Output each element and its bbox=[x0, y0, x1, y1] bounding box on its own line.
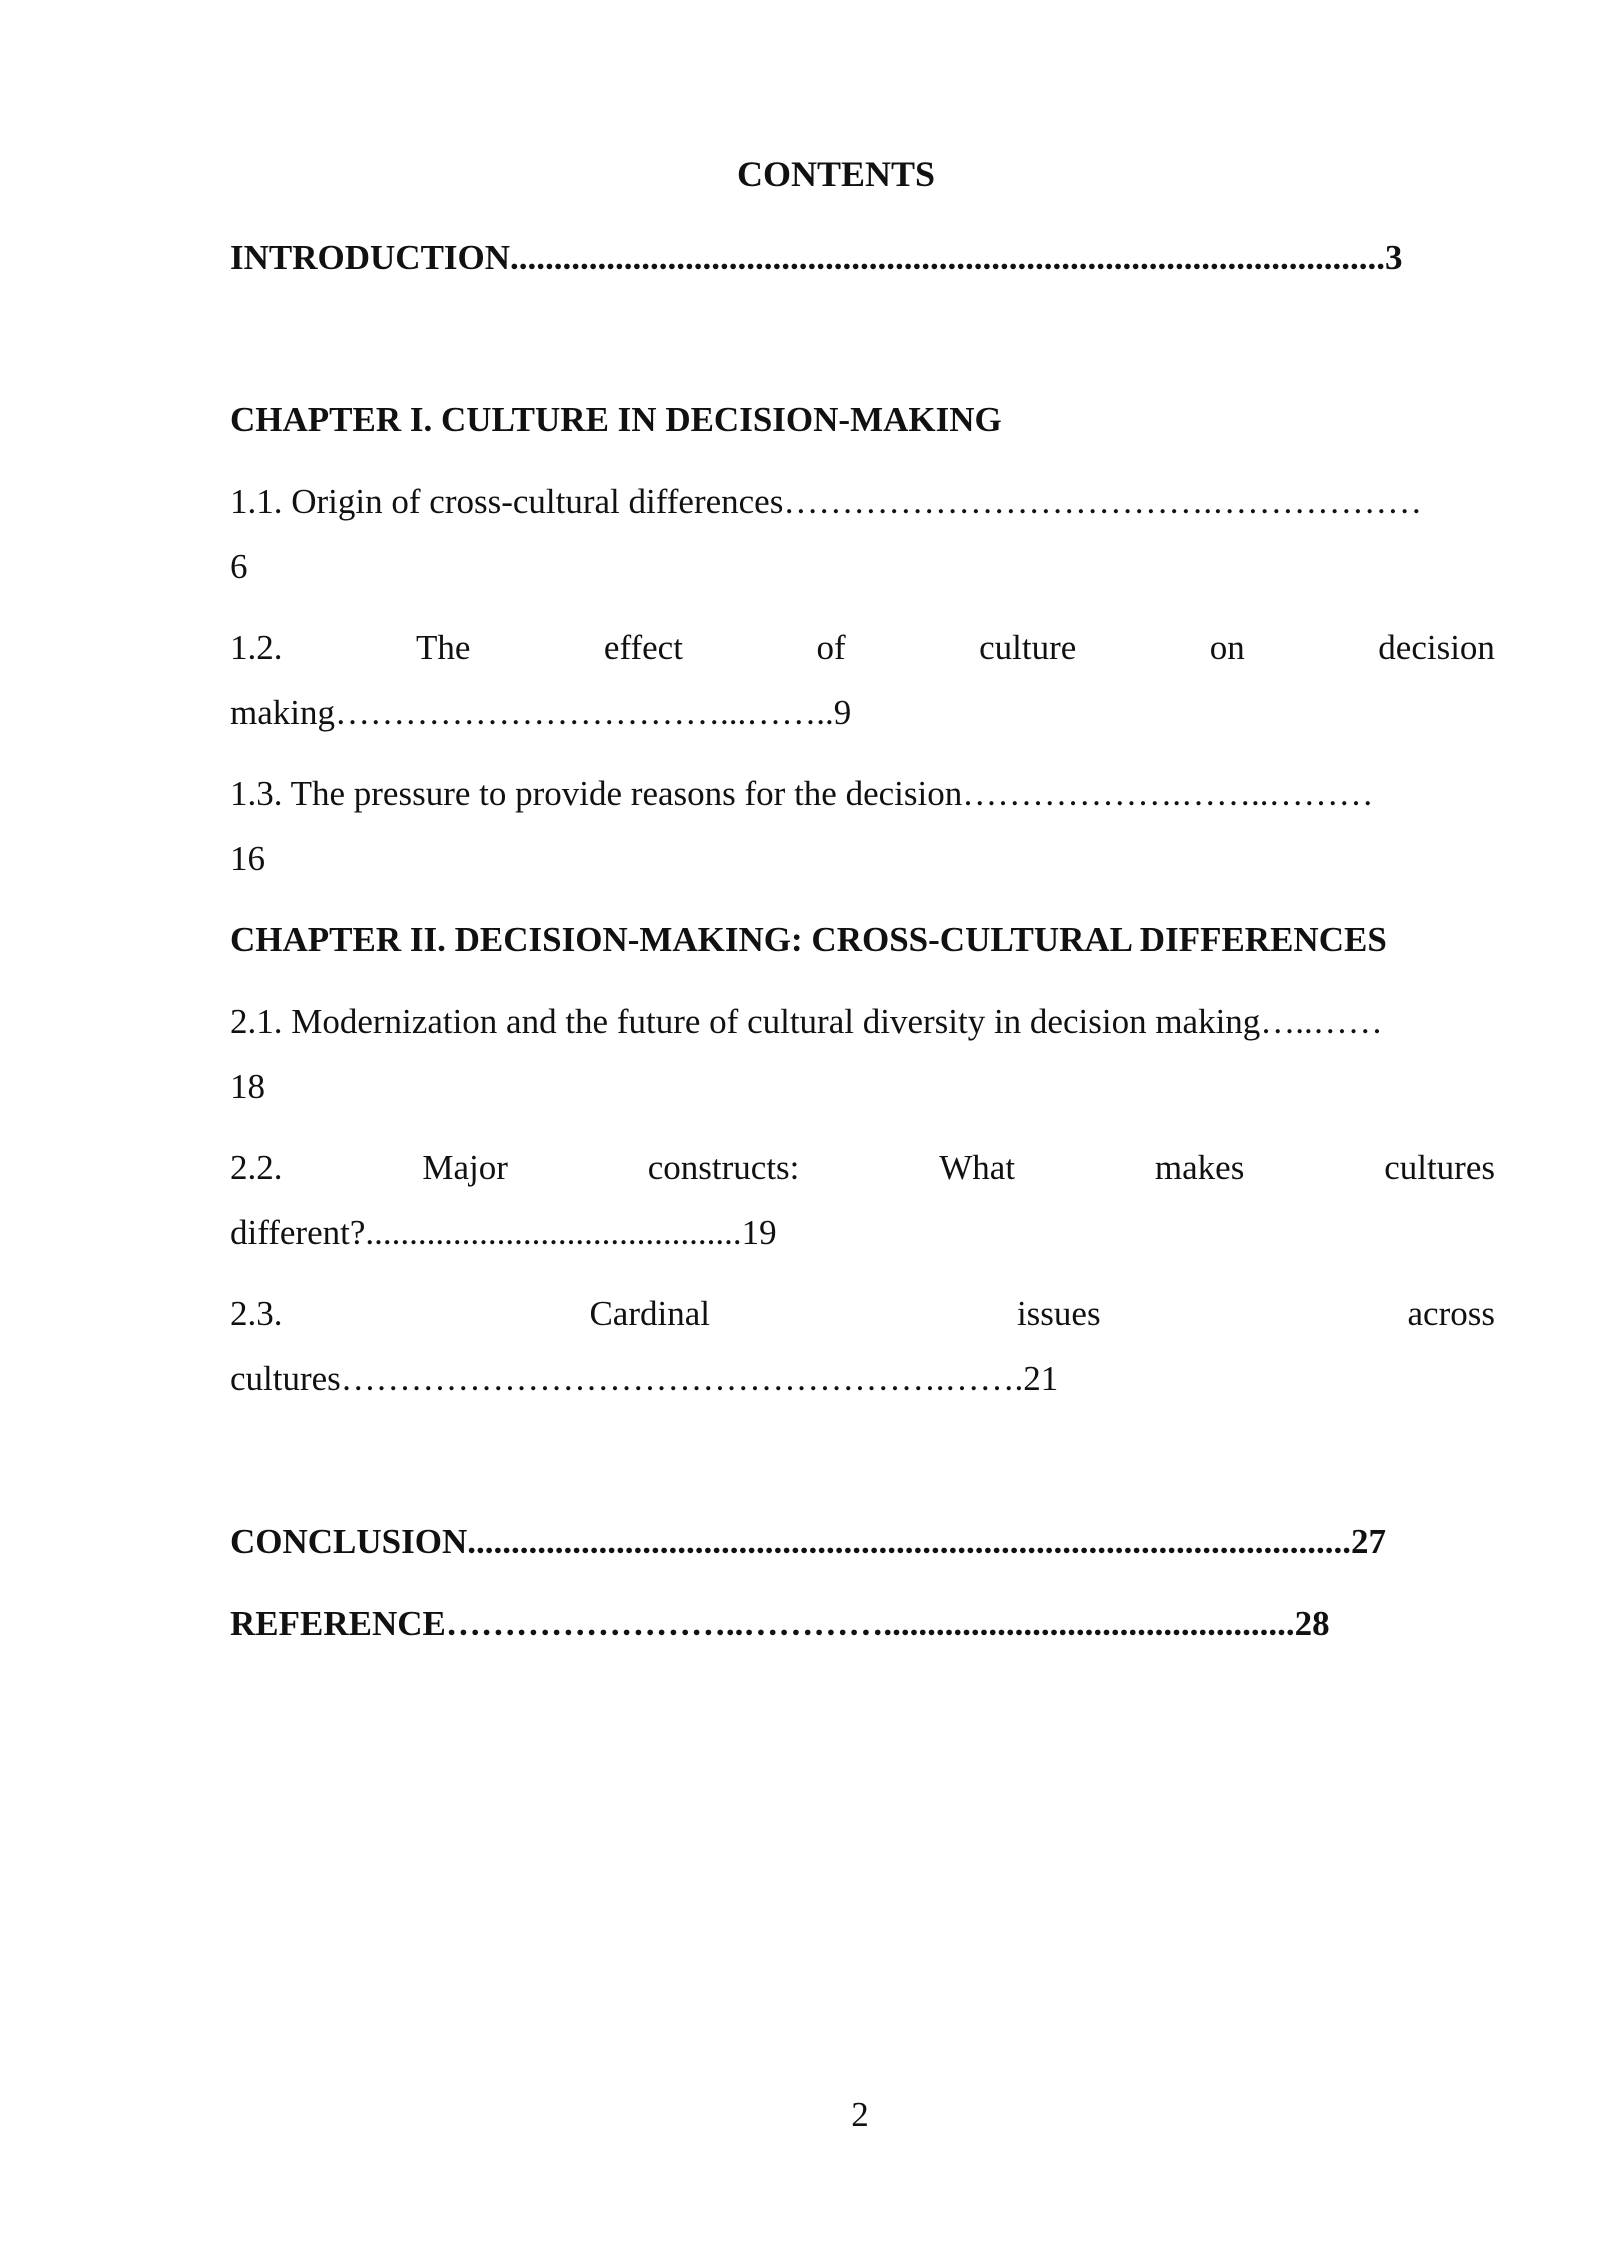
toc-word: issues bbox=[1016, 1294, 1101, 1333]
toc-entry-1-2-line1 bbox=[230, 615, 1495, 680]
toc-entry-2-2-line2: different?...........................................19 bbox=[230, 1213, 777, 1252]
toc-entry-reference-text: REFERENCE……………………..…………...............................................28 bbox=[230, 1604, 1330, 1643]
page-title: CONTENTS bbox=[736, 154, 936, 194]
toc-entry-2-1-page: 18 bbox=[230, 1067, 265, 1106]
toc-word: 1.2. bbox=[230, 628, 283, 667]
toc-word: constructs: bbox=[647, 1148, 800, 1187]
toc-word: cultures bbox=[1384, 1148, 1495, 1187]
toc-entry-1-3-page: 16 bbox=[230, 839, 265, 878]
toc-chapter-2-heading-text: CHAPTER II. DECISION-MAKING: CROSS-CULTURAL DIFFERENCES bbox=[230, 920, 1387, 959]
toc-entry-1-1[interactable] bbox=[230, 469, 1495, 599]
toc-entry-1-2-line2: making……………………………...……..9 bbox=[230, 693, 852, 732]
toc-entry-conclusion-text: CONCLUSION.....................................................................................................27 bbox=[230, 1522, 1387, 1561]
toc-entry-2-1[interactable] bbox=[230, 989, 1495, 1119]
toc-word: decision bbox=[1378, 628, 1495, 667]
toc-word: 2.2. bbox=[230, 1148, 283, 1187]
toc-word: The bbox=[416, 628, 471, 667]
toc-entry-1-3[interactable] bbox=[230, 761, 1495, 891]
toc-word: Cardinal bbox=[589, 1294, 710, 1333]
toc-entry-1-1-line1: 1.1. Origin of cross-cultural differences……………………………….……………… bbox=[230, 482, 1423, 521]
toc-word: of bbox=[816, 628, 846, 667]
toc-chapter-2-heading[interactable] bbox=[230, 907, 1495, 972]
toc-chapter-1-heading-text: CHAPTER I. CULTURE IN DECISION-MAKING bbox=[230, 400, 1002, 439]
toc-word: culture bbox=[979, 628, 1077, 667]
toc-word: Major bbox=[422, 1148, 508, 1187]
toc-word: What bbox=[939, 1148, 1016, 1187]
toc-word: on bbox=[1209, 628, 1245, 667]
toc-entry-conclusion[interactable] bbox=[230, 1509, 1495, 1574]
toc-entry-introduction[interactable] bbox=[230, 225, 1495, 290]
toc-word: 2.3. bbox=[230, 1294, 283, 1333]
toc-entry-2-1-line1: 2.1. Modernization and the future of cultural diversity in decision making…..…… bbox=[230, 1002, 1383, 1041]
toc-entry-1-2[interactable] bbox=[230, 615, 1495, 745]
toc-entry-2-2[interactable] bbox=[230, 1135, 1495, 1265]
toc-entry-1-1-page: 6 bbox=[230, 547, 248, 586]
toc-entry-2-3-line2: cultures…………………………………………….…….21 bbox=[230, 1359, 1059, 1398]
toc-chapter-1-heading[interactable] bbox=[230, 387, 1495, 452]
toc-entry-introduction-text: INTRODUCTION....................................................................................................3 bbox=[230, 238, 1403, 277]
toc-word: across bbox=[1407, 1294, 1495, 1333]
toc-entry-reference[interactable] bbox=[230, 1591, 1495, 1656]
toc-word: makes bbox=[1154, 1148, 1245, 1187]
toc-entry-2-3-line1 bbox=[230, 1281, 1495, 1346]
page-number: 2 bbox=[851, 2095, 869, 2134]
toc-entry-2-3[interactable] bbox=[230, 1281, 1495, 1411]
toc-entry-1-3-line1: 1.3. The pressure to provide reasons for the decision……………….……..……… bbox=[230, 774, 1374, 813]
toc-entry-2-2-line1 bbox=[230, 1135, 1495, 1200]
toc-word: effect bbox=[603, 628, 683, 667]
